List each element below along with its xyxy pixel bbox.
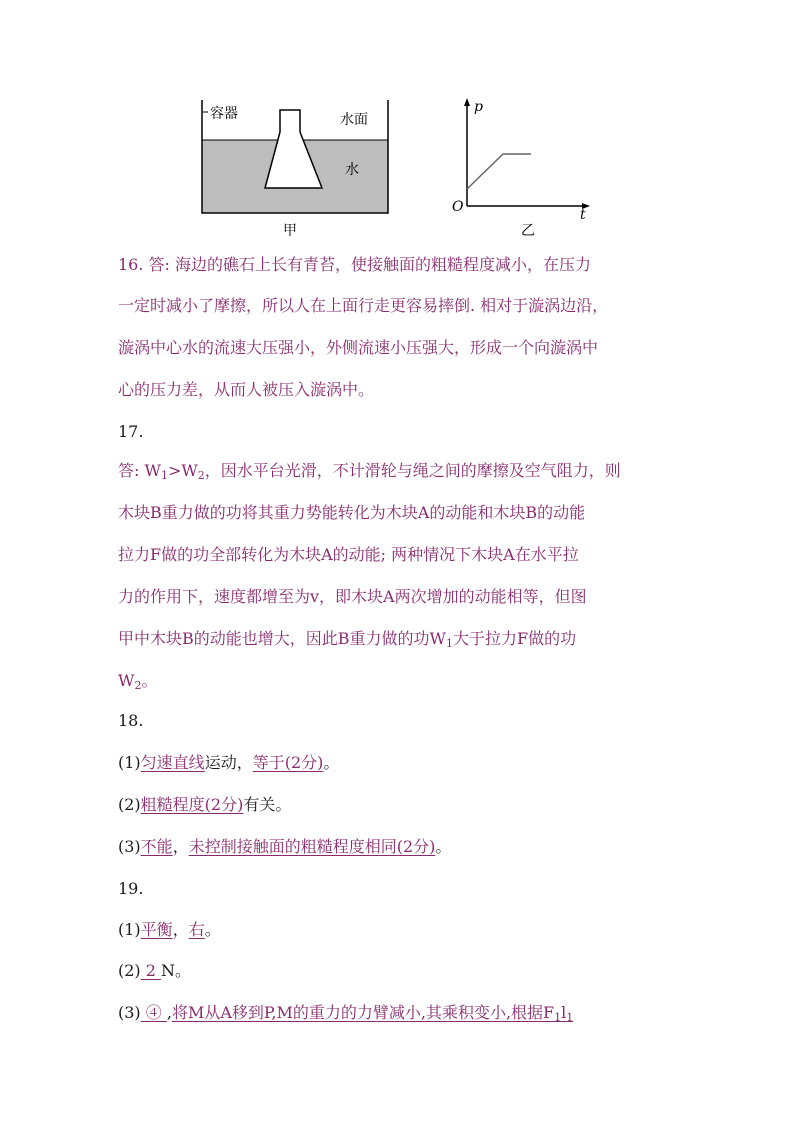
q18-p3-text: ， bbox=[172, 837, 189, 856]
q17-sub-2: 2 bbox=[197, 469, 205, 482]
q18-p1-answer-2: 等于(2分) bbox=[252, 753, 324, 772]
figure bbox=[190, 92, 610, 242]
q17-number: 17. bbox=[118, 422, 144, 441]
left-caption: 甲 bbox=[283, 223, 297, 239]
q18-p1-answer-1: 匀速直线 bbox=[140, 753, 205, 772]
q19-p1-answer-1: 平衡 bbox=[140, 920, 173, 939]
q19-p1-num: (1) bbox=[118, 920, 141, 939]
q17-line-6-b: 。 bbox=[141, 671, 158, 690]
q17-line-5 bbox=[118, 631, 576, 649]
q17-line-5-sub: 1 bbox=[445, 637, 453, 650]
q19-part-1 bbox=[118, 922, 221, 938]
q19-p3-sub-2: 1 bbox=[566, 1011, 574, 1024]
pressure-time-graph bbox=[452, 98, 590, 239]
q17-answer-prefix: 答: W bbox=[118, 461, 161, 480]
q19-part-3 bbox=[118, 1005, 573, 1023]
q18-p3-end: 。 bbox=[435, 837, 452, 856]
water-label: 水 bbox=[345, 162, 359, 178]
container-label: 容器 bbox=[210, 106, 238, 122]
q18-p3-answer-2: 未控制接触面的粗糙程度相同(2分) bbox=[188, 837, 436, 856]
q19-p3-answer-2 bbox=[172, 1003, 573, 1022]
origin-label: O bbox=[452, 199, 464, 215]
q18-p2-num: (2) bbox=[118, 795, 141, 814]
q18-p2-answer-1: 粗糙程度(2分) bbox=[140, 795, 244, 814]
q17-line-6-a: W bbox=[118, 671, 135, 690]
x-axis-label: t bbox=[580, 207, 586, 223]
q17-line-2: 木块B重力做的功将其重力势能转化为木块A的动能和木块B的动能 bbox=[118, 503, 586, 522]
q17-sub-1: 1 bbox=[160, 469, 168, 482]
q18-part-3 bbox=[118, 839, 451, 855]
q19-p3-l: l bbox=[561, 1003, 567, 1022]
q19-p3-answer-2-text: 将M从A移到P,M的重力的力臂减小,其乘积变小,根据F bbox=[171, 1003, 555, 1022]
q17-line-4: 力的作用下，速度都增至为v，即木块A两次增加的动能相等，但图 bbox=[118, 587, 587, 606]
figure-svg bbox=[190, 92, 610, 242]
q17-line-1-rest: ，因水平台光滑，不计滑轮与绳之间的摩擦及空气阻力，则 bbox=[204, 461, 621, 480]
y-axis-label: p bbox=[474, 99, 483, 115]
q19-p3-answer-1: ④ bbox=[140, 1003, 167, 1022]
q17-line-6 bbox=[118, 673, 157, 691]
q17-line-6-sub: 2 bbox=[134, 679, 142, 692]
q19-p3-num: (3) bbox=[118, 1003, 141, 1022]
q16-line-4: 心的压力差，从而人被压入漩涡中。 bbox=[118, 380, 375, 399]
water-surface-label: 水面 bbox=[340, 112, 368, 128]
q19-p2-num: (2) bbox=[118, 961, 141, 980]
q19-p2-answer-1: 2 bbox=[140, 961, 162, 980]
q18-p1-end: 。 bbox=[323, 753, 340, 772]
q19-p3-text: , bbox=[166, 1003, 172, 1022]
q17-line-3: 拉力F做的功全部转化为木块A的动能; 两种情况下木块A在水平拉 bbox=[118, 545, 579, 564]
q18-part-1 bbox=[118, 755, 339, 771]
y-axis-arrow bbox=[464, 98, 470, 106]
q18-p1-num: (1) bbox=[118, 753, 141, 772]
q18-p3-num: (3) bbox=[118, 837, 141, 856]
q19-p1-answer-2: 右 bbox=[188, 920, 205, 939]
q17-line-5-b: 大于拉力F做的功 bbox=[452, 629, 577, 648]
q16-line-3: 漩涡中心水的流速大压强小，外侧流速小压强大，形成一个向漩涡中 bbox=[118, 338, 599, 357]
q17-line-5-a: 甲中木块B的动能也增大，因此B重力做的功W bbox=[118, 629, 446, 648]
q18-part-2 bbox=[118, 797, 291, 813]
right-caption: 乙 bbox=[521, 223, 535, 239]
q18-p3-answer-1: 不能 bbox=[140, 837, 173, 856]
q19-p1-end: 。 bbox=[204, 920, 221, 939]
pressure-curve bbox=[467, 154, 531, 189]
q18-p2-text: 有关。 bbox=[243, 795, 292, 814]
q18-p1-text: 运动， bbox=[204, 753, 253, 772]
q19-p2-text: N。 bbox=[161, 961, 192, 980]
q18-number: 18. bbox=[118, 711, 144, 730]
q19-number: 19. bbox=[118, 879, 144, 898]
q16-line-2: 一定时减小了摩擦，所以人在上面行走更容易摔倒. 相对于漩涡边沿， bbox=[118, 296, 609, 315]
container-diagram bbox=[202, 100, 388, 239]
q19-p3-sub-1: 1 bbox=[554, 1011, 562, 1024]
q19-part-2 bbox=[118, 963, 191, 979]
q17-line-1 bbox=[118, 463, 621, 481]
q16-line-1: 16. 答: 海边的礁石上长有青苔，使接触面的粗糙程度减小，在压力 bbox=[118, 255, 592, 274]
q19-p1-text: ， bbox=[172, 920, 189, 939]
q17-gt: >W bbox=[167, 461, 198, 480]
